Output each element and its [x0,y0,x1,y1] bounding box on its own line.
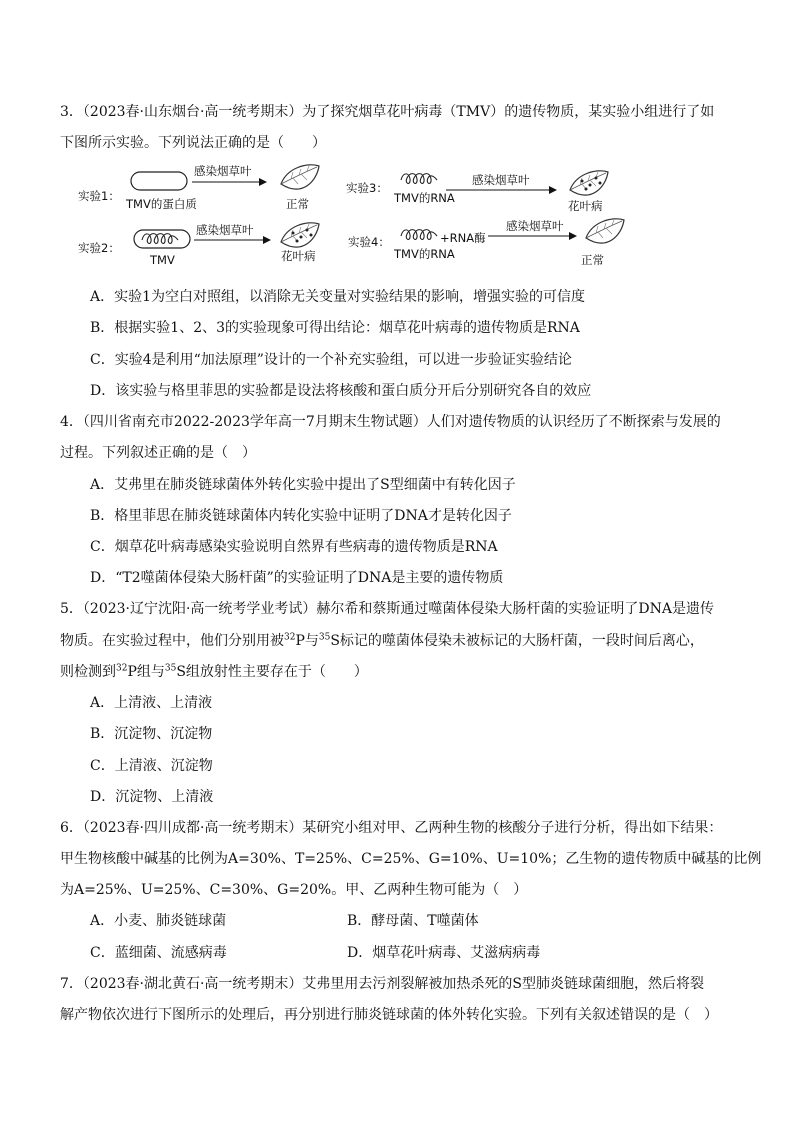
q5-stem-line2-part-b: P与 [295,633,319,649]
exp2-material-label: TMV [150,253,175,267]
exp1-leaf-icon [281,165,319,189]
q5-stem-line2 [60,631,740,651]
q6-stem-line2: 甲生物核酸中碱基的比例为A=30%、T=25%、C=25%、G=10%、U=10%；乙生物的遗传物质中碱基的比例 [60,851,762,867]
q3-option-b[interactable]: B．根据实验1、2、3的实验现象可得出结论：烟草花叶病毒的遗传物质是RNA [90,320,580,336]
q3-experiment-figure [76,160,636,270]
q5-stem-line3 [60,662,740,682]
exp3-rna-icon [401,174,437,184]
exp1-infect-label: 感染烟草叶 [194,164,252,178]
q5-stem-line1: 5．（2023·辽宁沈阳·高一统考学业考试）赫尔希和蔡斯通过噬菌体侵染大肠杆菌的实验证明了DNA是遗传 [60,601,715,617]
exp4-rna-icon [401,230,437,240]
q5-option-d[interactable]: D．沉淀物、上清液 [90,789,214,805]
exp1-material-label: TMV的蛋白质 [126,197,197,211]
exp3-result-label: 花叶病 [568,199,603,213]
q6-option-a[interactable]: A．小麦、肺炎链球菌 [90,913,227,929]
q6-stem-line1: 6．（2023春·四川成都·高一统考期末）某研究小组对甲、乙两种生物的核酸分子进行分析，得出如下结果： [60,820,723,836]
q4-stem-line1: 4．（四川省南充市2022-2023学年高一7月期末生物试题）人们对遗传物质的认识经历了不断探索与发展的 [60,414,721,430]
exp4-result-label: 正常 [581,253,604,267]
exp4-leaf-icon [586,219,624,243]
q7-stem-line1: 7．（2023春·湖北黄石·高一统考期末）艾弗里用去污剂裂解被加热杀死的S型肺炎链球菌细胞，然后将裂 [60,976,705,992]
q5-option-c[interactable]: C．上清液、沉淀物 [90,758,213,774]
exp2-result-label: 花叶病 [281,249,316,263]
q4-option-a[interactable]: A．艾弗里在肺炎链球菌体外转化实验中提出了S型细菌中有转化因子 [90,477,516,493]
q3-option-d[interactable]: D．该实验与格里菲思的实验都是设法将核酸和蛋白质分开后分别研究各自的效应 [90,383,592,399]
q5-option-a[interactable]: A．上清液、上清液 [90,695,213,711]
q4-option-d[interactable]: D．“T2噬菌体侵染大肠杆菌”的实验证明了DNA是主要的遗传物质 [90,570,504,586]
q5-stem-line2-part-c: S标记的噬菌体侵染未被标记的大肠杆菌，一段时间后离心， [330,633,704,649]
q5-stem-line3-part-b: P组与 [127,664,165,680]
exp1-label: 实验1： [78,189,120,203]
q4-option-c[interactable]: C．烟草花叶病毒感染实验说明自然界有些病毒的遗传物质是RNA [90,539,498,555]
q5-stem-line3-part-c: S组放射性主要存在于（ ） [176,664,368,680]
tmv-protein-capsule-icon [131,172,187,190]
exp2-infect-label: 感染烟草叶 [196,223,254,237]
q6-option-c[interactable]: C．蓝细菌、流感病毒 [90,945,227,961]
q6-option-b[interactable]: B．酵母菌、T噬菌体 [347,913,479,929]
q3-option-c[interactable]: C．实验4是利用“加法原理”设计的一个补充实验组，可以进一步验证实验结论 [90,352,572,368]
exp3-leaf-icon [570,171,608,195]
q5-option-b[interactable]: B．沉淀物、沉淀物 [90,726,213,742]
exp3-infect-label: 感染烟草叶 [472,173,530,187]
exp2-label: 实验2： [78,241,120,255]
q5-stem-line2-part-a: 物质。在实验过程中，他们分别用被 [60,633,284,649]
exp4-rnase-label: +RNA酶 [440,231,486,245]
q4-option-b[interactable]: B．格里菲思在肺炎链球菌体内转化实验中证明了DNA才是转化因子 [90,508,512,524]
tmv-experiment-diagram [76,160,636,270]
exp2-leaf-icon [281,223,319,247]
s35-superscript: 35 [318,632,331,643]
exp4-infect-label: 感染烟草叶 [506,219,564,233]
q3-stem-line2: 下图所示实验。下列说法正确的是（ ） [60,135,326,151]
p32-superscript: 32 [284,632,296,643]
q4-stem-line2: 过程。下列叙述正确的是（ ） [60,445,256,461]
p32-superscript: 32 [116,663,128,674]
q5-stem-line3-part-a: 则检测到 [60,664,116,680]
q7-stem-line2: 解产物依次进行下图所示的处理后，再分别进行肺炎链球菌的体外转化实验。下列有关叙述错误的是（ ） [60,1007,718,1023]
exp3-label: 实验3： [346,181,388,195]
q3-stem-line1: 3．（2023春·山东烟台·高一统考期末）为了探究烟草花叶病毒（TMV）的遗传物质，某实验小组进行了如 [60,104,715,120]
q6-option-d[interactable]: D．烟草花叶病毒、艾滋病病毒 [347,945,541,961]
exp3-material-label: TMV的RNA [394,191,455,205]
tmv-virus-rna-icon [142,234,178,244]
exp4-material-label: TMV的RNA [394,247,455,261]
q6-stem-line3: 为A=25%、U=25%、C=30%、G=20%。甲、乙两种生物可能为（ ） [60,882,528,898]
exp1-result-label: 正常 [286,197,309,211]
exp4-label: 实验4： [348,235,390,249]
q3-option-a[interactable]: A．实验1为空白对照组，以消除无关变量对实验结果的影响，增强实验的可信度 [90,289,586,305]
s35-superscript: 35 [164,663,177,674]
